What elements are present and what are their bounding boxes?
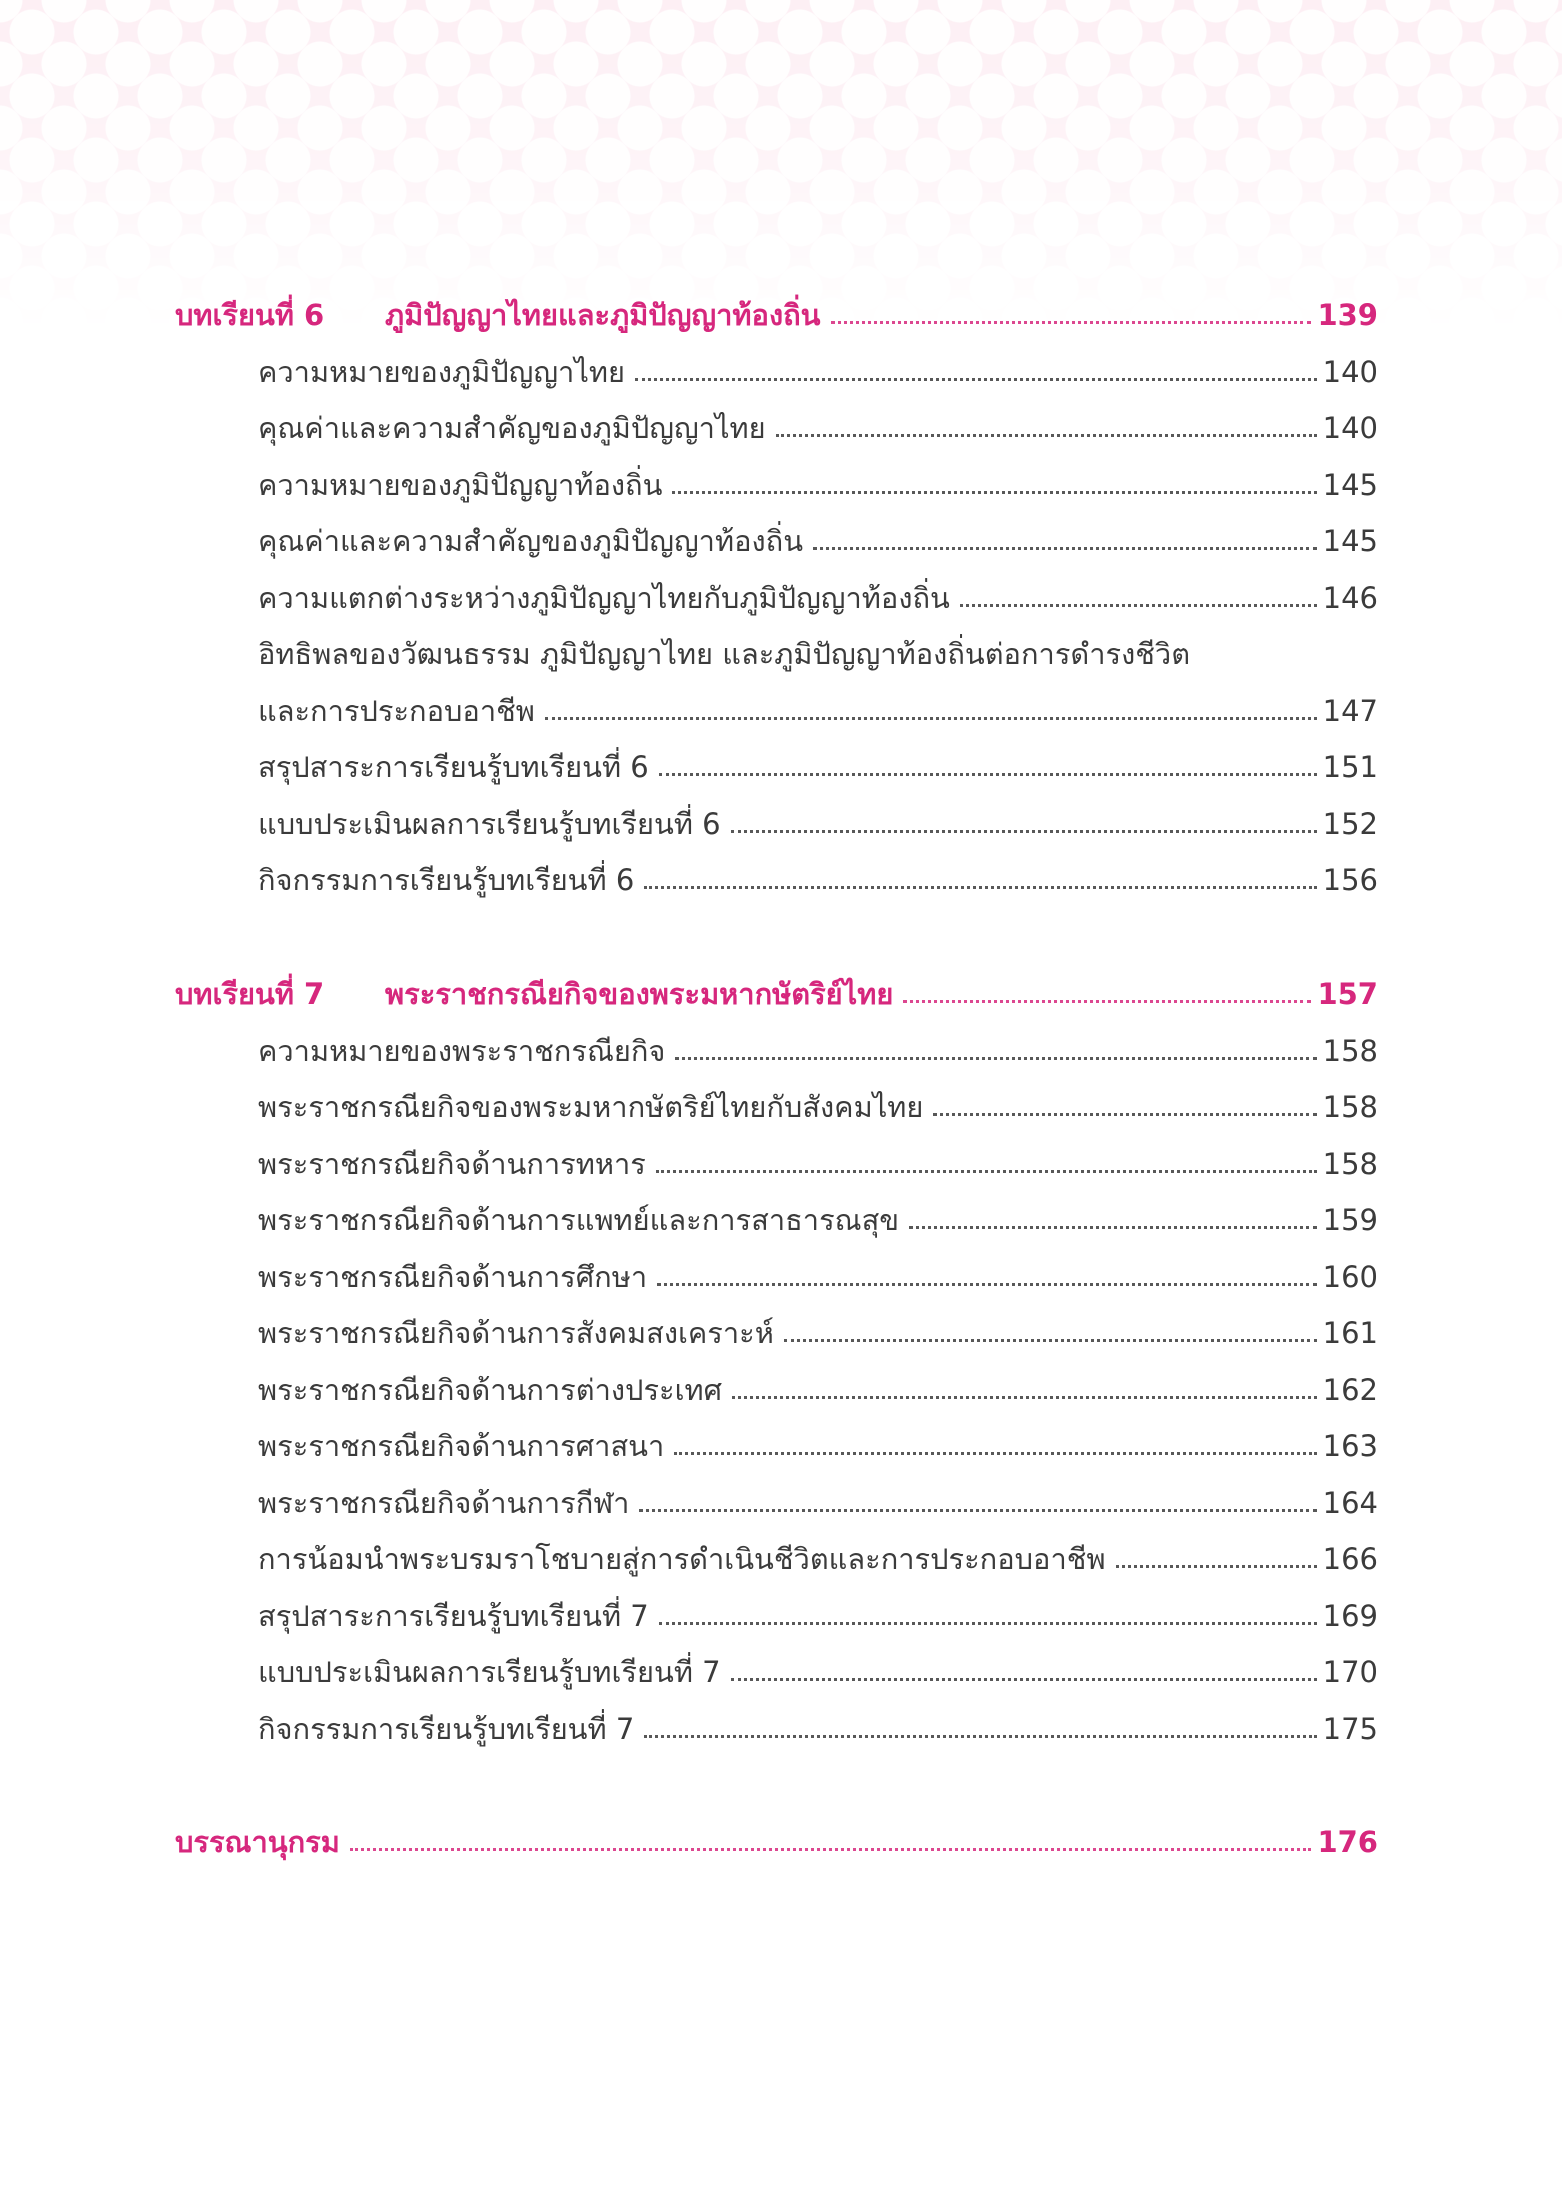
dot-leader	[933, 1113, 1316, 1116]
entry-page: 158	[1322, 1034, 1378, 1068]
toc-entry[interactable]	[258, 1075, 1378, 1125]
toc-entry[interactable]	[258, 453, 1378, 503]
dot-leader	[784, 1339, 1317, 1342]
entry-title: แบบประเมินผลการเรียนรู้บทเรียนที่ 6	[258, 807, 721, 841]
toc-entry[interactable]	[258, 1527, 1378, 1577]
toc-entry[interactable]	[258, 1584, 1378, 1634]
entry-page: 158	[1322, 1147, 1378, 1181]
toc-entry[interactable]	[258, 1471, 1378, 1521]
entry-page: 156	[1322, 863, 1378, 897]
toc-entry[interactable]	[258, 792, 1378, 842]
entry-page: 145	[1322, 468, 1378, 502]
entry-page: 163	[1322, 1429, 1378, 1463]
entry-page: 162	[1322, 1373, 1378, 1407]
dot-leader	[672, 491, 1316, 494]
entry-page: 147	[1322, 694, 1378, 728]
dot-leader	[350, 1848, 1312, 1851]
dot-leader	[675, 1057, 1316, 1060]
toc-entry[interactable]	[258, 396, 1378, 446]
entry-page: 160	[1322, 1260, 1378, 1294]
entry-title: สรุปสาระการเรียนรู้บทเรียนที่ 7	[258, 1599, 649, 1633]
dot-leader	[732, 1396, 1317, 1399]
toc-entry[interactable]	[258, 1640, 1378, 1690]
toc-entry[interactable]	[258, 1301, 1378, 1351]
entry-title: คุณค่าและความสำคัญของภูมิปัญญาท้องถิ่น	[258, 524, 804, 558]
entry-title: พระราชกรณียกิจด้านการกีฬา	[258, 1486, 630, 1520]
dot-leader	[657, 1283, 1317, 1286]
entry-page: 164	[1322, 1486, 1378, 1520]
toc-entry[interactable]	[258, 340, 1378, 390]
entry-title: ความแตกต่างระหว่างภูมิปัญญาไทยกับภูมิปัญญาท้องถิ่น	[258, 581, 950, 615]
entry-title: และการประกอบอาชีพ	[258, 694, 535, 728]
toc-entry[interactable]	[258, 1245, 1378, 1295]
entry-page: 140	[1322, 355, 1378, 389]
dot-leader	[639, 1509, 1316, 1512]
toc-entry[interactable]	[258, 1132, 1378, 1182]
entry-page: 166	[1322, 1542, 1378, 1576]
entry-title: พระราชกรณียกิจของพระมหากษัตริย์ไทยกับสังคมไทย	[258, 1090, 924, 1124]
chapter-number: บทเรียนที่ 6	[175, 298, 325, 332]
dot-leader	[960, 604, 1317, 607]
entry-title: คุณค่าและความสำคัญของภูมิปัญญาไทย	[258, 411, 766, 445]
entry-title: พระราชกรณียกิจด้านการศึกษา	[258, 1260, 648, 1294]
dot-leader	[644, 1735, 1316, 1738]
dot-leader	[659, 773, 1317, 776]
entry-title: ความหมายของภูมิปัญญาท้องถิ่น	[258, 468, 663, 502]
entry-title: พระราชกรณียกิจด้านการทหาร	[258, 1147, 646, 1181]
chapter-page: 157	[1317, 977, 1378, 1011]
entry-title: ความหมายของพระราชกรณียกิจ	[258, 1034, 666, 1068]
toc-entry[interactable]	[258, 622, 1378, 672]
dot-leader	[545, 717, 1317, 720]
toc-chapter-6[interactable]	[175, 283, 1378, 333]
entry-title: กิจกรรมการเรียนรู้บทเรียนที่ 6	[258, 863, 635, 897]
dot-leader	[644, 886, 1316, 889]
bibliography-title: บรรณานุกรม	[175, 1825, 340, 1859]
entry-title: อิทธิพลของวัฒนธรรม ภูมิปัญญาไทย และภูมิปัญญาท้องถิ่นต่อการดำรงชีวิต	[258, 637, 1191, 671]
dot-leader	[635, 378, 1317, 381]
toc-entry[interactable]	[258, 679, 1378, 729]
chapter-title: ภูมิปัญญาไทยและภูมิปัญญาท้องถิ่น	[385, 298, 821, 332]
toc-entry[interactable]	[258, 1019, 1378, 1069]
dot-leader	[731, 1678, 1317, 1681]
toc-entry[interactable]	[258, 848, 1378, 898]
toc-bibliography[interactable]	[175, 1810, 1378, 1860]
dot-leader	[831, 321, 1312, 324]
toc-entry[interactable]	[258, 1188, 1378, 1238]
entry-title: กิจกรรมการเรียนรู้บทเรียนที่ 7	[258, 1712, 635, 1746]
dot-leader	[659, 1622, 1317, 1625]
entry-title: สรุปสาระการเรียนรู้บทเรียนที่ 6	[258, 750, 649, 784]
entry-page: 175	[1322, 1712, 1378, 1746]
entry-page: 159	[1322, 1203, 1378, 1237]
entry-page: 170	[1322, 1655, 1378, 1689]
toc-entry[interactable]	[258, 1414, 1378, 1464]
dot-leader	[1116, 1565, 1317, 1568]
toc-entry[interactable]	[258, 509, 1378, 559]
entry-title: พระราชกรณียกิจด้านการต่างประเทศ	[258, 1373, 723, 1407]
entry-page: 151	[1322, 750, 1378, 784]
entry-page: 140	[1322, 411, 1378, 445]
dot-leader	[813, 547, 1317, 550]
dot-leader	[776, 434, 1317, 437]
dot-leader	[731, 830, 1317, 833]
entry-page: 158	[1322, 1090, 1378, 1124]
chapter-title: พระราชกรณียกิจของพระมหากษัตริย์ไทย	[385, 977, 894, 1011]
bibliography-page: 176	[1317, 1825, 1378, 1859]
entry-page: 161	[1322, 1316, 1378, 1350]
toc-entry[interactable]	[258, 566, 1378, 616]
dot-leader	[903, 1000, 1311, 1003]
entry-title: แบบประเมินผลการเรียนรู้บทเรียนที่ 7	[258, 1655, 721, 1689]
toc-entry[interactable]	[258, 1697, 1378, 1747]
entry-page: 169	[1322, 1599, 1378, 1633]
toc-entry[interactable]	[258, 735, 1378, 785]
entry-title: พระราชกรณียกิจด้านการแพทย์และการสาธารณสุข	[258, 1203, 900, 1237]
entry-page: 146	[1322, 581, 1378, 615]
entry-title: พระราชกรณียกิจด้านการศาสนา	[258, 1429, 665, 1463]
toc-entry[interactable]	[258, 1358, 1378, 1408]
chapter-number: บทเรียนที่ 7	[175, 977, 325, 1011]
dot-leader	[674, 1452, 1316, 1455]
entry-title: การน้อมนำพระบรมราโชบายสู่การดำเนินชีวิตและการประกอบอาชีพ	[258, 1542, 1106, 1576]
entry-page: 152	[1322, 807, 1378, 841]
dot-leader	[909, 1226, 1317, 1229]
entry-title: ความหมายของภูมิปัญญาไทย	[258, 355, 626, 389]
toc-chapter-7[interactable]	[175, 962, 1378, 1012]
chapter-page: 139	[1317, 298, 1378, 332]
dot-leader	[656, 1170, 1317, 1173]
entry-page: 145	[1322, 524, 1378, 558]
entry-title: พระราชกรณียกิจด้านการสังคมสงเคราะห์	[258, 1316, 774, 1350]
